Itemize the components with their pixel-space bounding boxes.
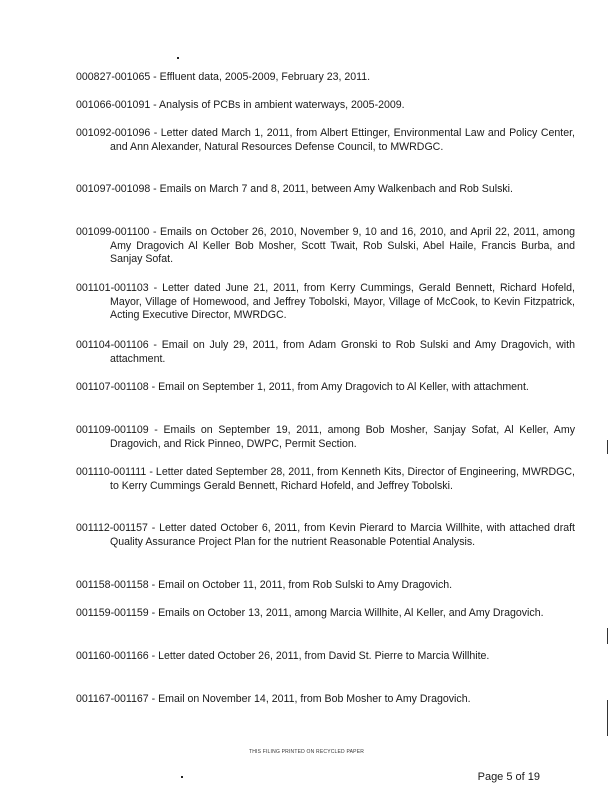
index-entry: 001099-001100 - Emails on October 26, 2010, November 9, 10 and 16, 2010, and April 22, 2011, among Amy Dragovich Al Keller Bob Mosher, Scott Twait, Rob Sulski, Abel Haile, Francis Burba, and Sanjay Sofat.	[76, 226, 575, 266]
scan-edge-mark	[607, 440, 608, 454]
scan-speck	[177, 57, 179, 59]
index-entry: 001101-001103 - Letter dated June 21, 2011, from Kerry Cummings, Gerald Bennett, Richard Hofeld, Mayor, Village of Homewood, and Jeffrey Tobolski, Mayor, Village of McCook, to Kevin Fitzpatrick, Acting Executive Director, MWRDGC.	[76, 282, 575, 322]
index-entry: 001167-001167 - Email on November 14, 2011, from Bob Mosher to Amy Dragovich.	[76, 693, 471, 705]
index-entry: 001110-001111 - Letter dated September 28, 2011, from Kenneth Kits, Director of Engineering, MWRDGC, to Kerry Cummings Gerald Bennett, Richard Hofeld, and Jeffrey Tobolski.	[76, 466, 575, 492]
index-entry: 001109-001109 - Emails on September 19, 2011, among Bob Mosher, Sanjay Sofat, Al Keller, Amy Dragovich, and Rick Pinneo, DWPC, Permit Section.	[76, 424, 575, 450]
index-entry: 001159-001159 - Emails on October 13, 2011, among Marcia Willhite, Al Keller, and Amy Dragovich.	[76, 607, 544, 619]
page-number: Page 5 of 19	[477, 771, 540, 783]
scan-speck	[181, 776, 183, 778]
scan-edge-mark	[607, 700, 608, 736]
index-entry: 001092-001096 - Letter dated March 1, 2011, from Albert Ettinger, Environmental Law and Policy Center, and Ann Alexander, Natural Resources Defense Council, to MWRDGC.	[76, 127, 575, 153]
index-entry: 001066-001091 - Analysis of PCBs in ambient waterways, 2005-2009.	[76, 99, 405, 111]
index-entry: 001158-001158 - Email on October 11, 2011, from Rob Sulski to Amy Dragovich.	[76, 579, 453, 591]
index-entry: 001107-001108 - Email on September 1, 2011, from Amy Dragovich to Al Keller, with attachment.	[76, 381, 529, 393]
index-entry: 001160-001166 - Letter dated October 26, 2011, from David St. Pierre to Marcia Willhite.	[76, 650, 490, 662]
index-entry: 001112-001157 - Letter dated October 6, 2011, from Kevin Pierard to Marcia Willhite, with attached draft Quality Assurance Project Plan for the nutrient Reasonable Potential Analysis.	[76, 522, 575, 548]
recycled-paper-note: THIS FILING PRINTED ON RECYCLED PAPER	[248, 749, 365, 755]
scan-edge-mark	[607, 628, 608, 644]
index-entry: 000827-001065 - Effluent data, 2005-2009, February 23, 2011.	[76, 71, 371, 83]
index-entry: 001104-001106 - Email on July 29, 2011, from Adam Gronski to Rob Sulski and Amy Dragovich, with attachment.	[76, 339, 575, 365]
index-entry: 001097-001098 - Emails on March 7 and 8, 2011, between Amy Walkenbach and Rob Sulski.	[76, 183, 513, 195]
